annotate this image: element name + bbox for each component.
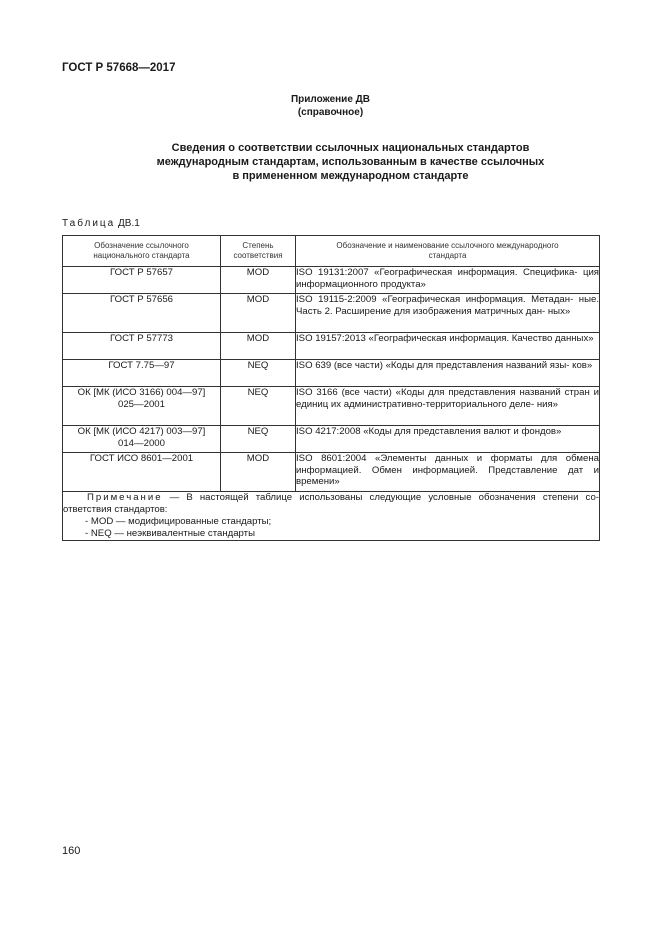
table-note-row: [63, 492, 600, 541]
note-text: — В настоящей таблице использованы следующие условные обозначения степени со- ответствия стандартов:: [63, 492, 599, 515]
national-standard-text: ОК [МК (ИСО 3166) 004—97]: [77, 387, 206, 398]
header-col1-line1: Обозначение ссылочного: [94, 241, 189, 250]
international-standard-cell: ISO 19157:2013 «Географическая информация. Качество данных»: [296, 333, 600, 360]
degree-cell: MOD: [221, 267, 296, 294]
national-standard-text-2: 014—2000: [118, 437, 165, 449]
table-row: [63, 453, 600, 492]
table-row: [63, 426, 600, 453]
section-title-line-2: международным стандартам, использованным в качестве ссылочных: [156, 156, 545, 168]
table-note: [63, 492, 600, 541]
international-standard-cell: ISO 4217:2008 «Коды для представления валют и фондов»: [296, 426, 600, 453]
degree-cell: NEQ: [221, 426, 296, 453]
degree-cell: MOD: [221, 333, 296, 360]
national-standard-text: ГОСТ Р 57773: [110, 333, 173, 344]
section-title-line-3: в примененном международном стандарте: [232, 170, 469, 182]
standards-table: [62, 235, 600, 541]
note-heading: [63, 492, 599, 516]
national-standard-cell: [63, 426, 221, 453]
international-standard-cell: ISO 19131:2007 «Географическая информация. Специфика- ция информационного продукта»: [296, 267, 600, 294]
degree-cell: NEQ: [221, 387, 296, 426]
international-standard-cell: ISO 8601:2004 «Элементы данных и форматы для обмена информацией. Обмен информацией. Представление дат и времени»: [296, 453, 600, 492]
national-standard-text: ГОСТ 7.75—97: [108, 360, 175, 371]
national-standard-text: ГОСТ Р 57657: [110, 267, 173, 278]
table-label-number: ДВ.1: [118, 218, 140, 229]
degree-cell: MOD: [221, 294, 296, 333]
table-row: [63, 387, 600, 426]
degree-cell: MOD: [221, 453, 296, 492]
national-standard-cell: [63, 387, 221, 426]
table-row: [63, 267, 600, 294]
header-col1-line2: национального стандарта: [93, 251, 190, 260]
note-label: Примечание: [87, 492, 163, 503]
national-standard-cell: [63, 360, 221, 387]
national-standard-cell: [63, 267, 221, 294]
degree-cell: NEQ: [221, 360, 296, 387]
note-item-neq: - NEQ — неэквивалентные стандарты: [85, 528, 255, 539]
appendix-title: Приложение ДВ: [290, 94, 371, 105]
table-row: [63, 360, 600, 387]
table-row: [63, 333, 600, 360]
table-label: [62, 218, 140, 229]
header-col2-line2: соответствия: [233, 251, 283, 260]
international-standard-cell: ISO 19115-2:2009 «Географическая информация. Метадан- ные. Часть 2. Расширение для изображения матричных дан- ных»: [296, 294, 600, 333]
appendix-kind: (справочное): [297, 107, 364, 118]
table-label-prefix: Таблица: [62, 218, 116, 229]
section-title: [60, 141, 641, 183]
document-code: ГОСТ Р 57668—2017: [62, 62, 176, 74]
note-item-mod: - MOD — модифицированные стандарты;: [85, 516, 272, 527]
table-row: [63, 294, 600, 333]
national-standard-text: ГОСТ ИСО 8601—2001: [89, 453, 194, 464]
appendix-heading: [0, 93, 661, 119]
national-standard-text: ОК [МК (ИСО 4217) 003—97]: [77, 426, 206, 437]
national-standard-cell: [63, 294, 221, 333]
national-standard-cell: [63, 453, 221, 492]
section-title-line-1: Сведения о соответствии ссылочных национальных стандартов: [171, 142, 530, 154]
national-standard-cell: [63, 333, 221, 360]
national-standard-text-2: 025—2001: [118, 398, 165, 410]
header-international-standard: [296, 236, 600, 267]
table-header-row: [63, 236, 600, 267]
header-col2-line1: Степень: [242, 241, 274, 250]
header-national-standard: [63, 236, 221, 267]
header-col3-line1: Обозначение и наименование ссылочного международного: [336, 241, 559, 250]
header-col3-line2: стандарта: [428, 251, 467, 260]
header-degree: [221, 236, 296, 267]
international-standard-cell: ISO 639 (все части) «Коды для представления названий язы- ков»: [296, 360, 600, 387]
national-standard-text: ГОСТ Р 57656: [110, 294, 173, 305]
international-standard-cell: ISO 3166 (все части) «Коды для представления названий стран и единиц их административно-территориального деле- ния»: [296, 387, 600, 426]
page-number: 160: [62, 845, 81, 857]
